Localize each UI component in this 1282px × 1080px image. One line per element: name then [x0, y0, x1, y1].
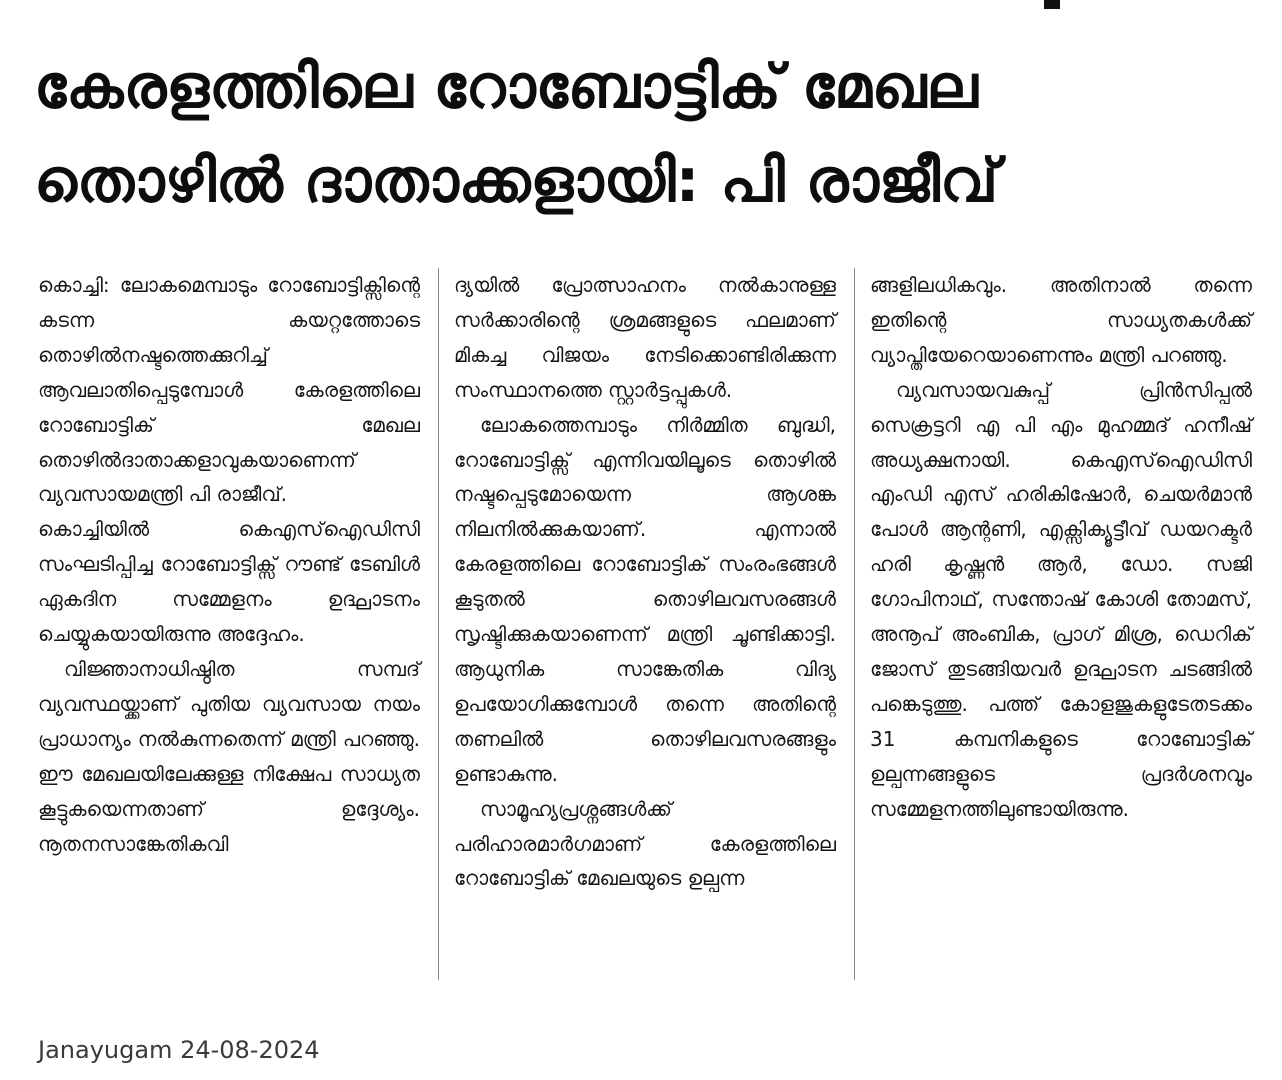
- headline-line-1: കേരളത്തിലെ റോബോട്ടിക് മേഖല: [34, 52, 978, 122]
- paragraph: കൊച്ചിയിൽ കെഎസ്ഐഡിസി സംഘടിപ്പിച്ച റോബോട്ടിക്സ് റൗണ്ട് ടേബിൾ ഏകദിന സമ്മേളനം ഉദ്ഘാടനം ചെയ്യുകയായിരുന്നു അദ്ദേഹം.: [38, 517, 420, 647]
- column-edge-mark: [1044, 0, 1060, 9]
- paragraph: കൊച്ചി: ലോകമെമ്പാടും റോബോട്ടിക്സിന്റെ കടന്ന കയറ്റത്തോടെ തൊഴിൽനഷ്ടത്തെക്കുറിച്ച് ആവലാതിപ്പെടുമ്പോൾ കേരളത്തിലെ റോബോട്ടിക് മേഖല തൊഴിൽദാതാക്കളാവുകയാണെന്ന് വ്യവസായമന്ത്രി പി രാജീവ്.: [38, 273, 420, 507]
- article-column-1: [38, 268, 420, 988]
- source-caption: Janayugam 24-08-2024: [38, 1036, 320, 1064]
- headline-line-2: തൊഴിൽ ദാതാക്കളായി: പി രാജീവ്: [34, 146, 999, 216]
- column-divider: [438, 268, 439, 980]
- article-column-2: [454, 268, 836, 988]
- column-divider: [854, 268, 855, 980]
- paragraph: സാമൂഹ്യപ്രശ്നങ്ങൾക്ക് പരിഹാരമാർഗമാണ് കേരളത്തിലെ റോബോട്ടിക് മേഖലയുടെ ഉല്പന്ന: [454, 796, 836, 891]
- paragraph: ലോകത്തെമ്പാടും നിർമ്മിത ബുദ്ധി, റോബോട്ടിക്സ് എന്നിവയിലൂടെ തൊഴിൽ നഷ്ടപ്പെടുമോയെന്ന ആശങ്ക നിലനിൽക്കുകയാണ്. എന്നാൽ കേരളത്തിലെ റോബോട്ടിക് സംരംഭങ്ങൾ കൂടുതൽ തൊഴിലവസരങ്ങൾ സൃഷ്ടിക്കുകയാണെന്ന് മന്ത്രി ചൂണ്ടിക്കാട്ടി. ആധുനിക സാങ്കേതിക വിദ്യ ഉപയോഗിക്കുമ്പോൾ തന്നെ അതിന്റെ തണലിൽ തൊഴിലവസരങ്ങളും ഉണ്ടാകുന്നു.: [454, 412, 836, 786]
- headline: [34, 40, 1254, 228]
- article-body: [38, 268, 1252, 988]
- article-column-3: [870, 268, 1252, 988]
- paragraph: വിജ്ഞാനാധിഷ്ഠിത സമ്പദ് വ്യവസ്ഥയ്ക്കാണ് പുതിയ വ്യവസായ നയം പ്രാധാന്യം നൽകുന്നതെന്ന് മന്ത്രി പറഞ്ഞു. ഈ മേഖലയിലേക്കുള്ള നിക്ഷേപ സാധ്യത കൂട്ടുകയെന്നതാണ് ഉദ്ദേശ്യം. നൂതനസാങ്കേതികവി: [38, 656, 420, 856]
- paragraph: ങ്ങളിലധികവും. അതിനാൽ തന്നെ ഇതിന്റെ സാധ്യതകൾക്ക് വ്യാപ്തിയേറെയാണെന്നും മന്ത്രി പറഞ്ഞു.: [870, 273, 1252, 367]
- paragraph: വ്യവസായവകുപ്പ് പ്രിൻസിപ്പൽ സെക്രട്ടറി എ പി എം മുഹമ്മദ് ഹനീഷ് അധ്യക്ഷനായി. കെഎസ്ഐഡിസി എംഡി എസ് ഹരികിഷോർ, ചെയർമാൻ പോൾ ആന്റണി, എക്സിക്യൂട്ടീവ് ഡയറക്ടർ ഹരി കൃഷ്ണൻ ആർ, ഡോ. സജി ഗോപിനാഥ്, സന്തോഷ് കോശി തോമസ്, അനൂപ് അംബിക, പ്രാഗ് മിശ്ര, ഡെറിക് ജോസ് തുടങ്ങിയവർ ഉദ്ഘാടന ചടങ്ങിൽ പങ്കെടുത്തു. പത്ത് കോളജുകളുടേതടക്കം 31 കമ്പനികളുടെ റോബോട്ടിക് ഉല്പന്നങ്ങളുടെ പ്രദർശനവും സമ്മേളനത്തിലുണ്ടായിരുന്നു.: [870, 377, 1252, 821]
- paragraph: ദ്യയിൽ പ്രോത്സാഹനം നൽകാനുള്ള സർക്കാരിന്റെ ശ്രമങ്ങളുടെ ഫലമാണ് മികച്ച വിജയം നേടിക്കൊണ്ടിരിക്കുന്ന സംസ്ഥാനത്തെ സ്റ്റാർട്ടപ്പുകൾ.: [454, 273, 836, 402]
